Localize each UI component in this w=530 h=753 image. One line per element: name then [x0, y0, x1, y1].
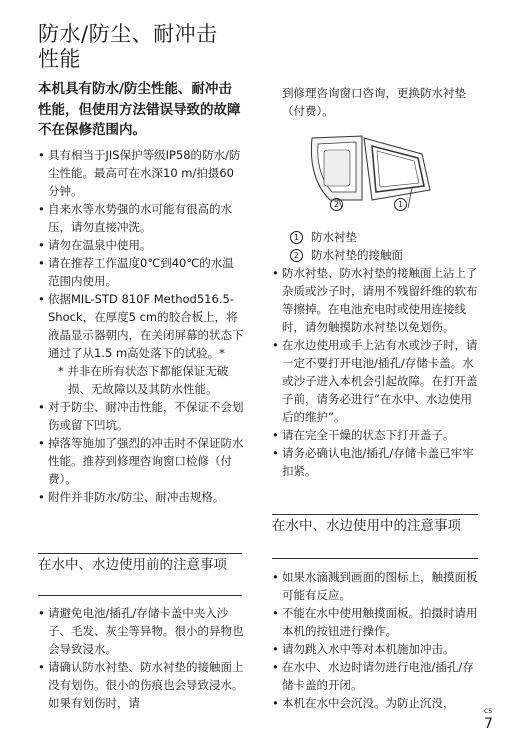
callout-2: [272, 246, 480, 264]
list-item: • 依据MIL-STD 810F Method516.5-Shock，在厚度5 cm的胶合板上，将液晶显示器朝内，在关闭屏幕的状态下通过了从1.5 m高处落下的试验。*: [38, 290, 244, 362]
during-list-block: [272, 568, 480, 712]
section-rule-top: [38, 553, 242, 554]
callout-label: 防水衬垫的接触面: [311, 248, 403, 262]
footnote: * 并非在所有状态下都能保证无破损、无故障以及其防水性能。: [58, 364, 229, 396]
section-rule-top-2: [272, 514, 478, 515]
list-item: • 请在推荐工作温度0℃到40℃的水温范围内使用。: [38, 254, 244, 290]
list-item: • 请确认防水衬垫、防水衬垫的接触面上没有划伤。很小的伤痕也会导致浸水。如果有划伤时，请: [38, 658, 244, 712]
list-item: • 如果水滴溅到画面的图标上，触摸面板可能有反应。: [272, 568, 480, 604]
list-item: • 附件并非防水/防尘、耐冲击规格。: [38, 488, 244, 506]
list-item: • 请勿跳入水中等对本机施加冲击。: [272, 640, 480, 658]
camera-gasket-illustration: [302, 128, 452, 218]
before-list-block: [38, 604, 244, 712]
list-item: • 本机在水中会沉没。为防止沉没，: [272, 694, 480, 712]
left-column: [38, 146, 244, 506]
section-heading-during: 在水中、水边使用中的注意事项: [272, 518, 461, 534]
spec-list-2: [38, 398, 244, 506]
callout-marker-2: 2: [330, 198, 343, 211]
continued-text: 到修理咨询窗口咨询，更换防水衬垫（付费）。: [282, 86, 466, 118]
callout-marker-1: 1: [394, 198, 407, 211]
page-language-code: CS: [484, 708, 492, 715]
list-item: • 请勿在温泉中使用。: [38, 236, 244, 254]
list-item: • 不能在水中使用触摸面板。拍摄时请用本机的按钮进行操作。: [272, 604, 480, 640]
page-title: 防水/防尘、耐冲击性能: [38, 22, 218, 71]
list-item: • 对于防尘、耐冲击性能，不保证不会划伤或留下凹坑。: [38, 398, 244, 434]
section-rule-bottom-2: [272, 558, 478, 559]
warning-text: 本机具有防水/防尘性能、耐冲击性能，但使用方法错误导致的故障不在保修范围内。: [38, 81, 241, 138]
section-heading-before: 在水中、水边使用前的注意事项: [38, 557, 227, 573]
list-item: • 在水中、水边时请勿进行电池/插孔/存储卡盖的开闭。: [272, 658, 480, 694]
callout-number: 2: [290, 249, 303, 262]
page-number: 7: [484, 716, 493, 732]
list-item: • 自来水等水势强的水可能有很高的水压，请勿直接冲洗。: [38, 200, 244, 236]
list-item: • 请务必确认电池/插孔/存储卡盖已牢牢扣紧。: [272, 444, 480, 480]
spec-list: [38, 146, 244, 362]
list-item: • 请避免电池/插孔/存储卡盖中夹入沙子、毛发、灰尘等异物。很小的异物也会导致浸水。: [38, 604, 244, 658]
callout-label: 防水衬垫: [311, 230, 357, 244]
list-item: • 在水边使用或手上沾有水或沙子时，请一定不要打开电池/插孔/存储卡盖。水或沙子进入本机会引起故障。在打开盖子前，请务必进行“在水中、水边使用后的维护”。: [272, 336, 480, 426]
list-item: • 掉落等施加了强烈的冲击时不保证防水性能。推荐到修理咨询窗口检修（付费）。: [38, 434, 244, 488]
section-rule-bottom: [38, 595, 242, 596]
gasket-list: [272, 264, 480, 480]
callout-1: [272, 228, 480, 246]
callout-number: 1: [290, 231, 303, 244]
list-item: • 请在完全干燥的状态下打开盖子。: [272, 426, 480, 444]
right-column: [272, 84, 480, 480]
list-item: • 具有相当于JIS保护等级IP58的防水/防尘性能。最高可在水深10 m/拍摄60分钟。: [38, 146, 244, 200]
list-item: • 防水衬垫、防水衬垫的接触面上沾上了杂质或沙子时，请用不残留纤维的软布等擦掉。在电池充电时或使用连接线时，请勿触摸防水衬垫以免划伤。: [272, 264, 480, 336]
